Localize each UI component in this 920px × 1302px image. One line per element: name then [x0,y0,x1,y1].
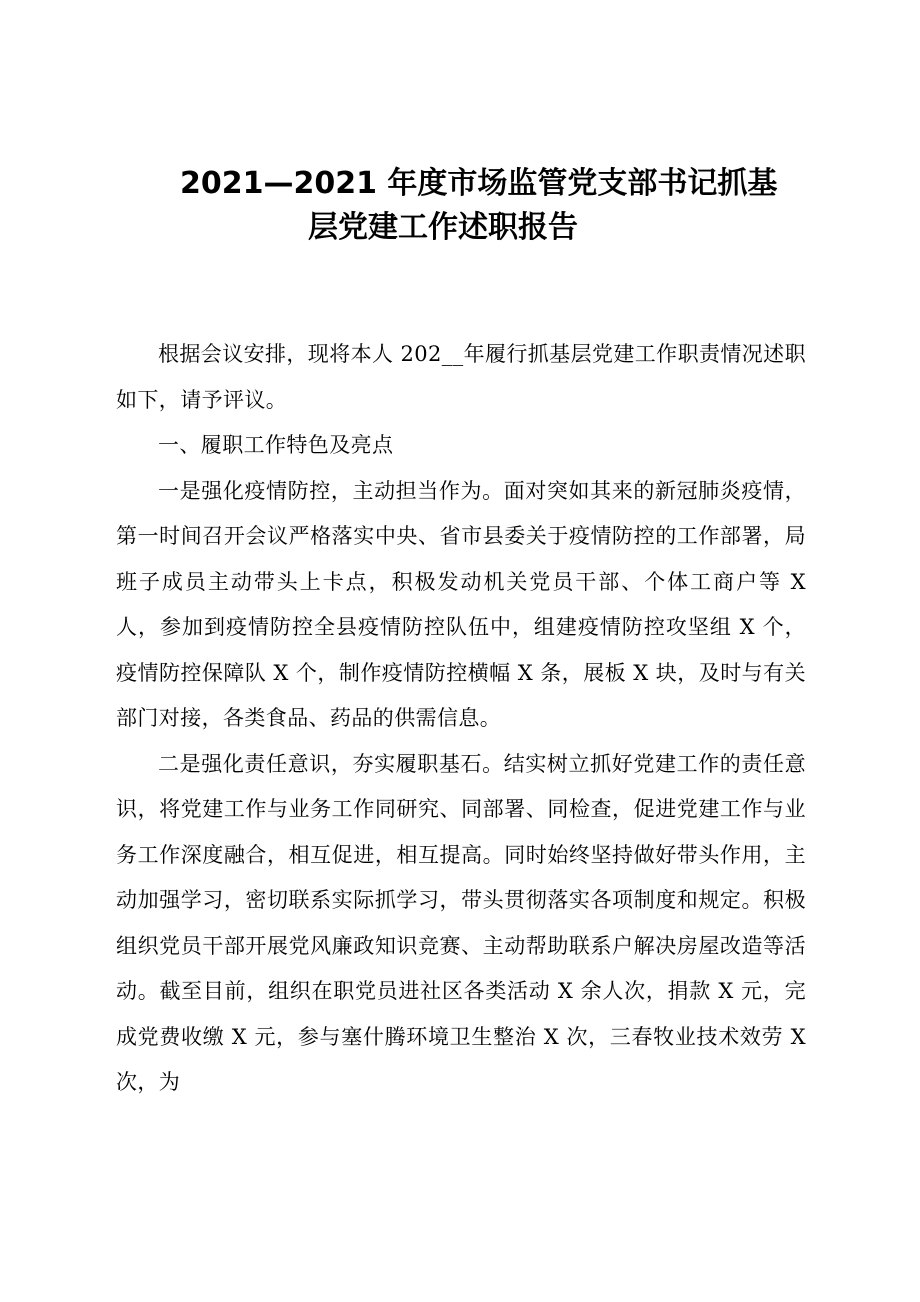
paragraph-intro: 根据会议安排，现将本人 202__年履行抓基层党建工作职责情况述职如下，请予评议。 [116,342,806,412]
section-heading: 一、履职工作特色及亮点 [158,433,394,457]
title-line-1: 2021—2021 年度市场监管党支部书记抓基 [180,166,778,201]
title-line-2: 层党建工作述职报告 [308,210,578,245]
paragraph-responsibility: 二是强化责任意识，夯实履职基石。结实树立抓好党建工作的责任意识，将党建工作与业务工作同研究、同部署、同检查，促进党建工作与业务工作深度融合，相互促进，相互提高。同时始终坚持做好带头作用，主动加强学习，密切联系实际抓学习，带头贯彻落实各项制度和规定。积极组织党员干部开展党风廉政知识竞赛、主动帮助联系户解决房屋改造等活动。截至目前，组织在职党员进社区各类活动 X 余人次，捐款 X 元，完成党费收缴 X 元，参与塞什腾环境卫生整治 X 次，三春牧业技术效劳 X 次，为 [116,751,806,1094]
document-body [116,332,806,1106]
paragraph-epidemic-control: 一是强化疫情防控，主动担当作为。面对突如其来的新冠肺炎疫情，第一时间召开会议严格落实中央、省市县委关于疫情防控的工作部署，局班子成员主动带头上卡点，积极发动机关党员干部、个体工商户等 X 人，参加到疫情防控全县疫情防控队伍中，组建疫情防控攻坚组 X 个，疫情防控保障队 X 个，制作疫情防控横幅 X 条，展板 X 块，及时与有关部门对接，各类食品、药品的供需信息。 [116,478,806,730]
